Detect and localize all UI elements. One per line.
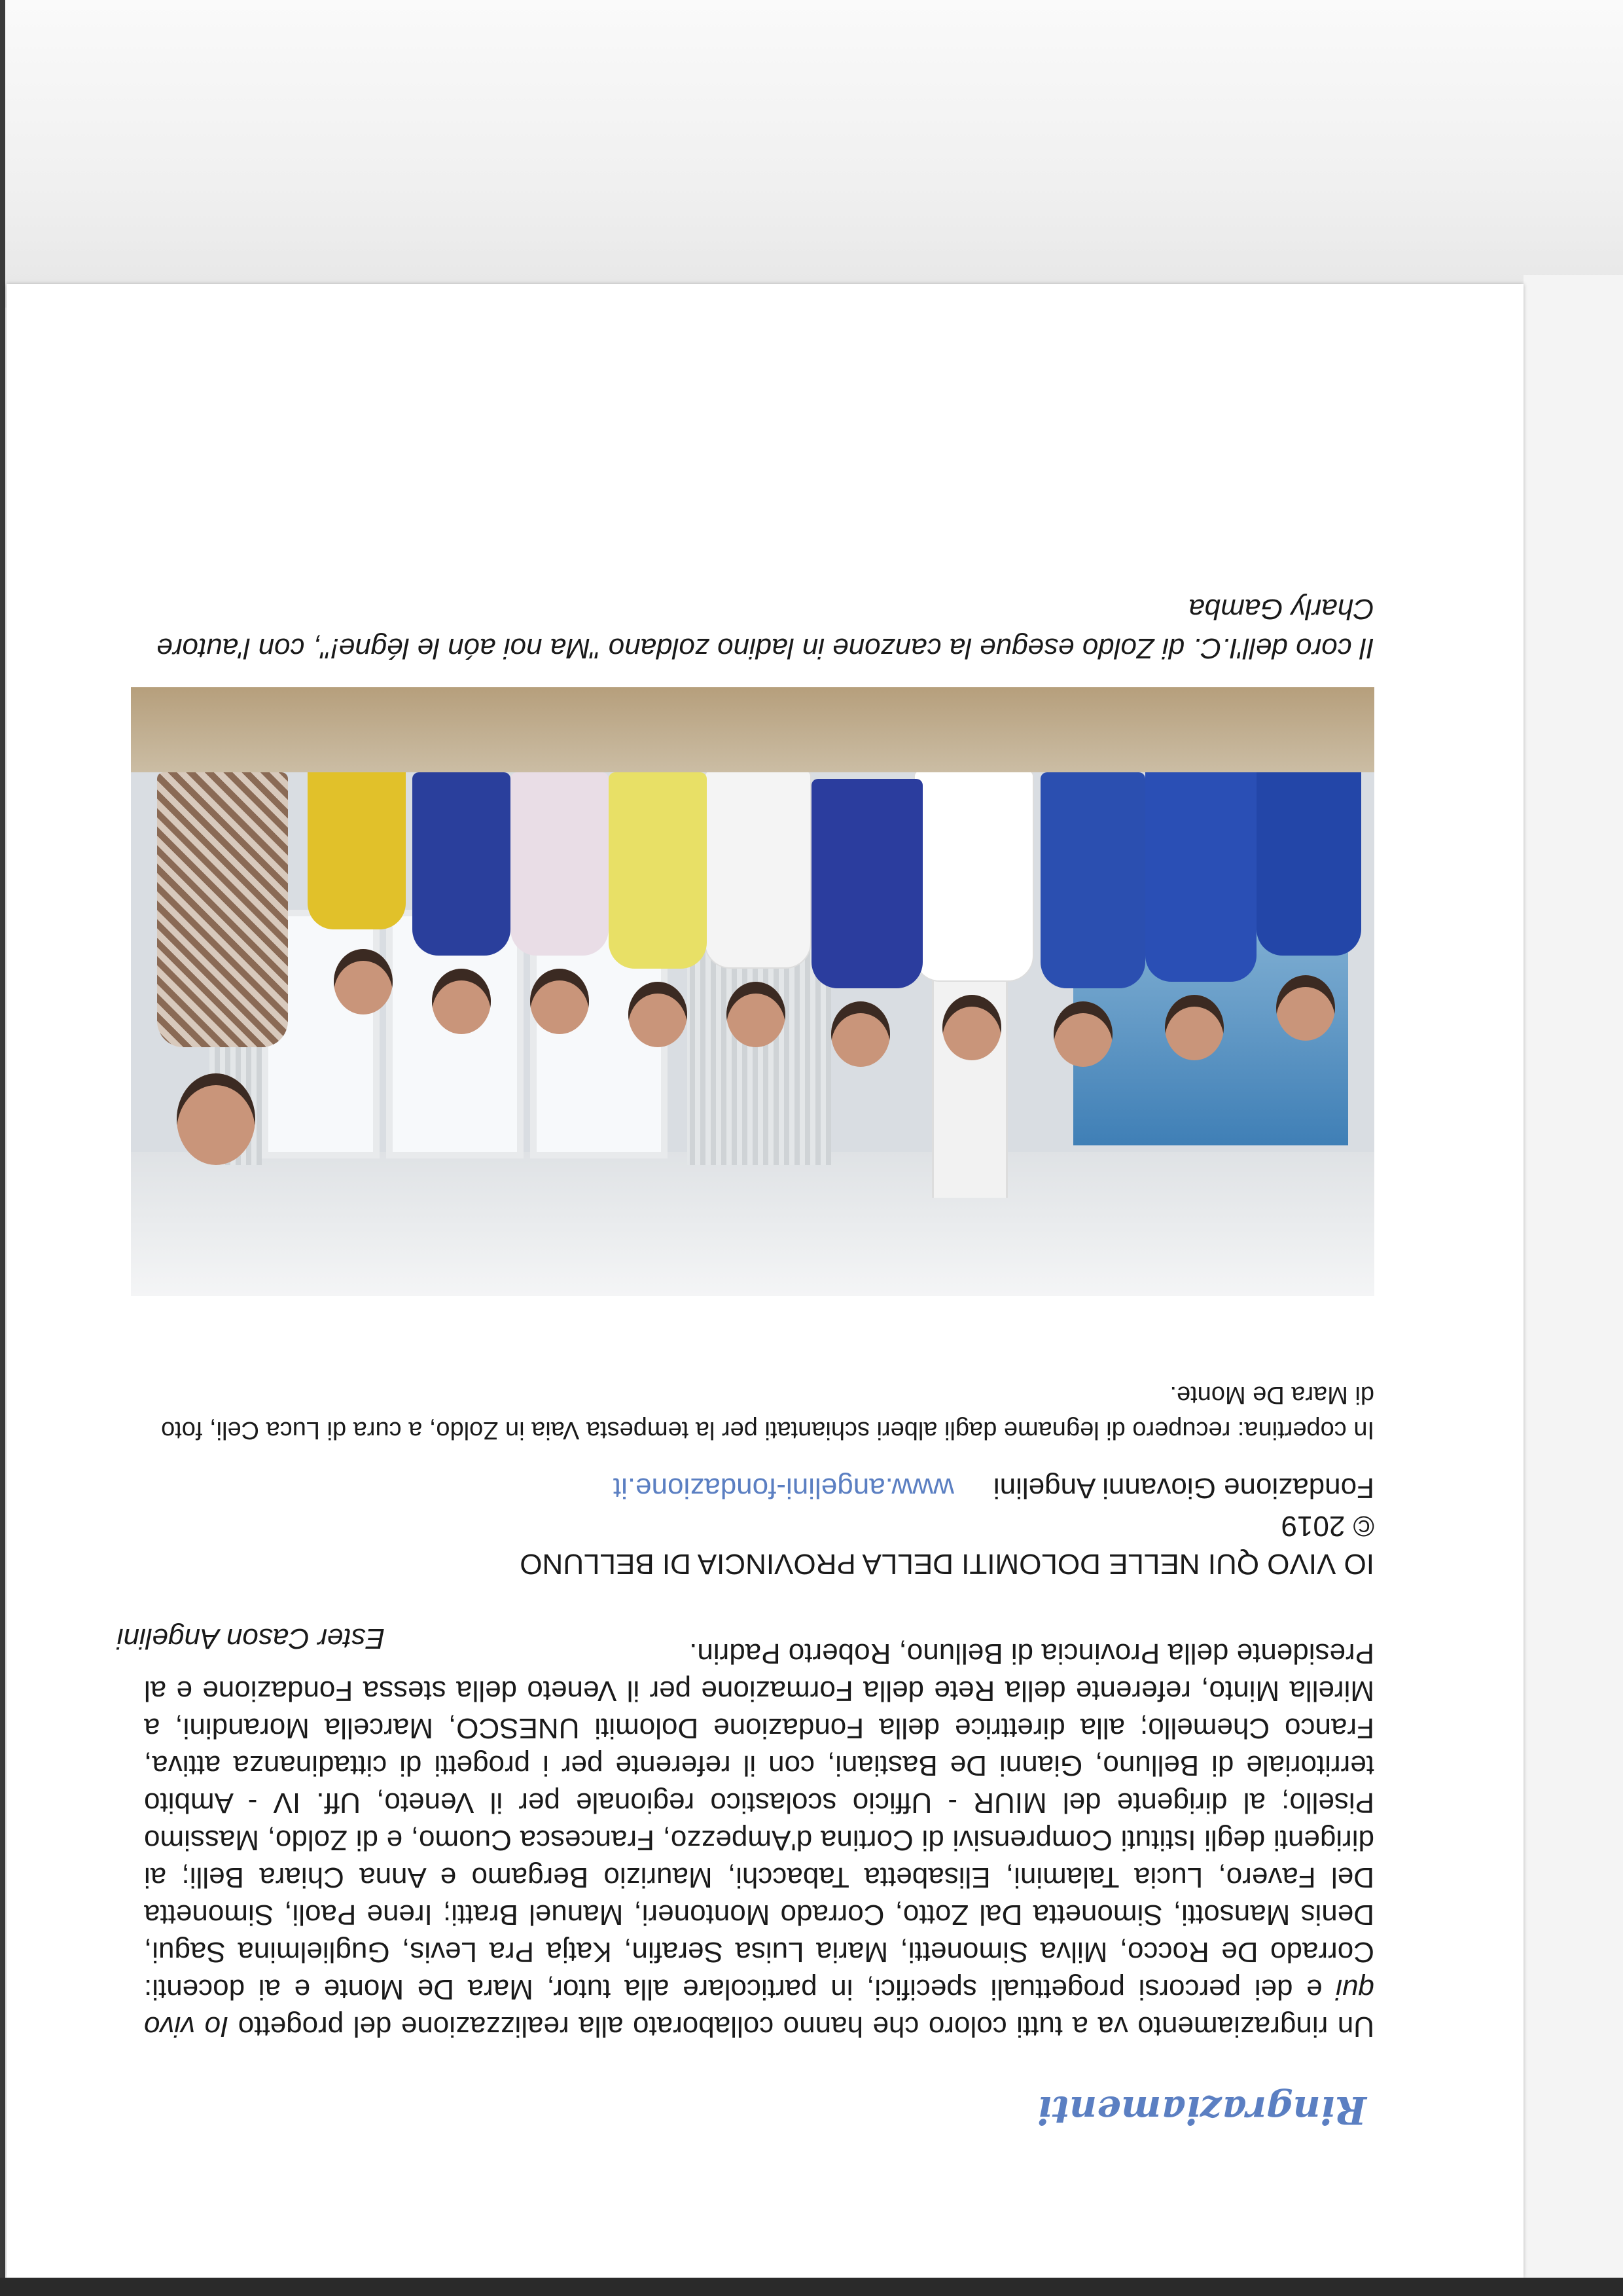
- photo-child: [1257, 759, 1361, 956]
- photo-child: [704, 770, 812, 969]
- page-heading: Ringraziamenti: [1037, 2088, 1366, 2132]
- page-content-upside-down: [7, 284, 1524, 2278]
- photo-child: [308, 766, 406, 929]
- cover-note: In copertina: recupero di legname dagli alberi schiantati per la tempesta Vaia in Zoldo, a cura di Luca Celi, foto di Mara De Monte.: [161, 1381, 1374, 1444]
- photo-face: [1054, 1001, 1113, 1067]
- project-name: Io vivo qui: [144, 1973, 1374, 2043]
- photo-face: [334, 949, 393, 1014]
- scanned-page: [7, 284, 1524, 2278]
- photo-child: [609, 772, 707, 969]
- publisher-name: Fondazione Giovanni Angelini: [993, 1472, 1374, 1504]
- photo-guitarist: [157, 772, 288, 1047]
- website-link[interactable]: www.angelini-fondazione.it: [613, 1472, 954, 1504]
- photo-face: [831, 1001, 890, 1067]
- photo-face: [432, 969, 491, 1034]
- photo-floor: [131, 1152, 1374, 1296]
- scanner-background: [0, 0, 1623, 308]
- photo-face: [726, 982, 785, 1047]
- acknowledgements-intro: Un ringraziamento va a tutti coloro che hanno collaborato alla realizzazione del progetto: [228, 2011, 1374, 2043]
- publication-credits: [131, 1469, 1374, 1583]
- scanner-edge: [0, 0, 5, 2296]
- acknowledgements-body: e dei percorsi progettuali specifici, in particolare alla tutor, Mara De Monte e ai docenti: Corrado De Rocco, Milva Simonetti, Maria Luisa Serafin, Katja Pra Levis, Guglielmina Sagui, Denis Mansotti, Simonetta Dal Zotto, Corrado Montoneri, Manuel Bratti; Irene Paoli, Simonetta Del Favero, Lucia Talamini, Elisabetta Tabacchi, Maurizio Bergamo e Anna Chiara Belli; ai dirigenti degli Istituti Comprensivi di Cortina d'Ampezzo, Francesca Cuomo, e di Zoldo, Massimo Pisello; al dirigente del MIUR - Ufficio scolastico regionale per il Veneto, Uff. IV - Ambito territoriale di Belluno, Gianni De Bastiani, con il referente per i progetti di cittadinanza attiva, Franco Chemello; alla direttrice della Fondazione Dolomiti UNESCO, Marcella Morandini, a Mirella Minto, referente della Rete della Formazione per il Veneto della stessa Fondazione e al Presidente della Provincia di Belluno, Roberto Padrin.: [144, 1638, 1374, 2005]
- photo-child: [812, 779, 923, 988]
- photo-face: [1165, 995, 1224, 1060]
- photo-child: [914, 770, 1034, 982]
- photo-child: [412, 772, 510, 956]
- photo-child: [510, 772, 609, 956]
- book-title: IO VIVO QUI NELLE DOLOMITI DELLA PROVINCIA DI BELLUNO: [520, 1548, 1374, 1580]
- scanner-edge: [0, 2278, 1623, 2296]
- acknowledgements-paragraph: [144, 1635, 1374, 2045]
- copyright: © 2019: [1281, 1510, 1374, 1542]
- photo-face: [530, 969, 589, 1034]
- photo-face: [628, 982, 687, 1047]
- author-signature: Ester Cason Angelini: [116, 1623, 385, 1655]
- photo-face: [1276, 975, 1335, 1041]
- photo-ceiling-beam: [131, 687, 1374, 772]
- choir-photo: [131, 687, 1374, 1296]
- publisher-line: [131, 1469, 1374, 1507]
- photo-child: [1041, 772, 1145, 988]
- photo-face: [177, 1073, 255, 1165]
- photo-face: [942, 995, 1001, 1060]
- photo-caption: Il coro dell'I.C. di Zoldo esegue la canzone in ladino zoldano "Ma noi aón le légne!", con l'autore Charly Gamba: [156, 593, 1374, 664]
- photo-child: [1145, 766, 1257, 982]
- scanner-margin: [1524, 275, 1623, 2278]
